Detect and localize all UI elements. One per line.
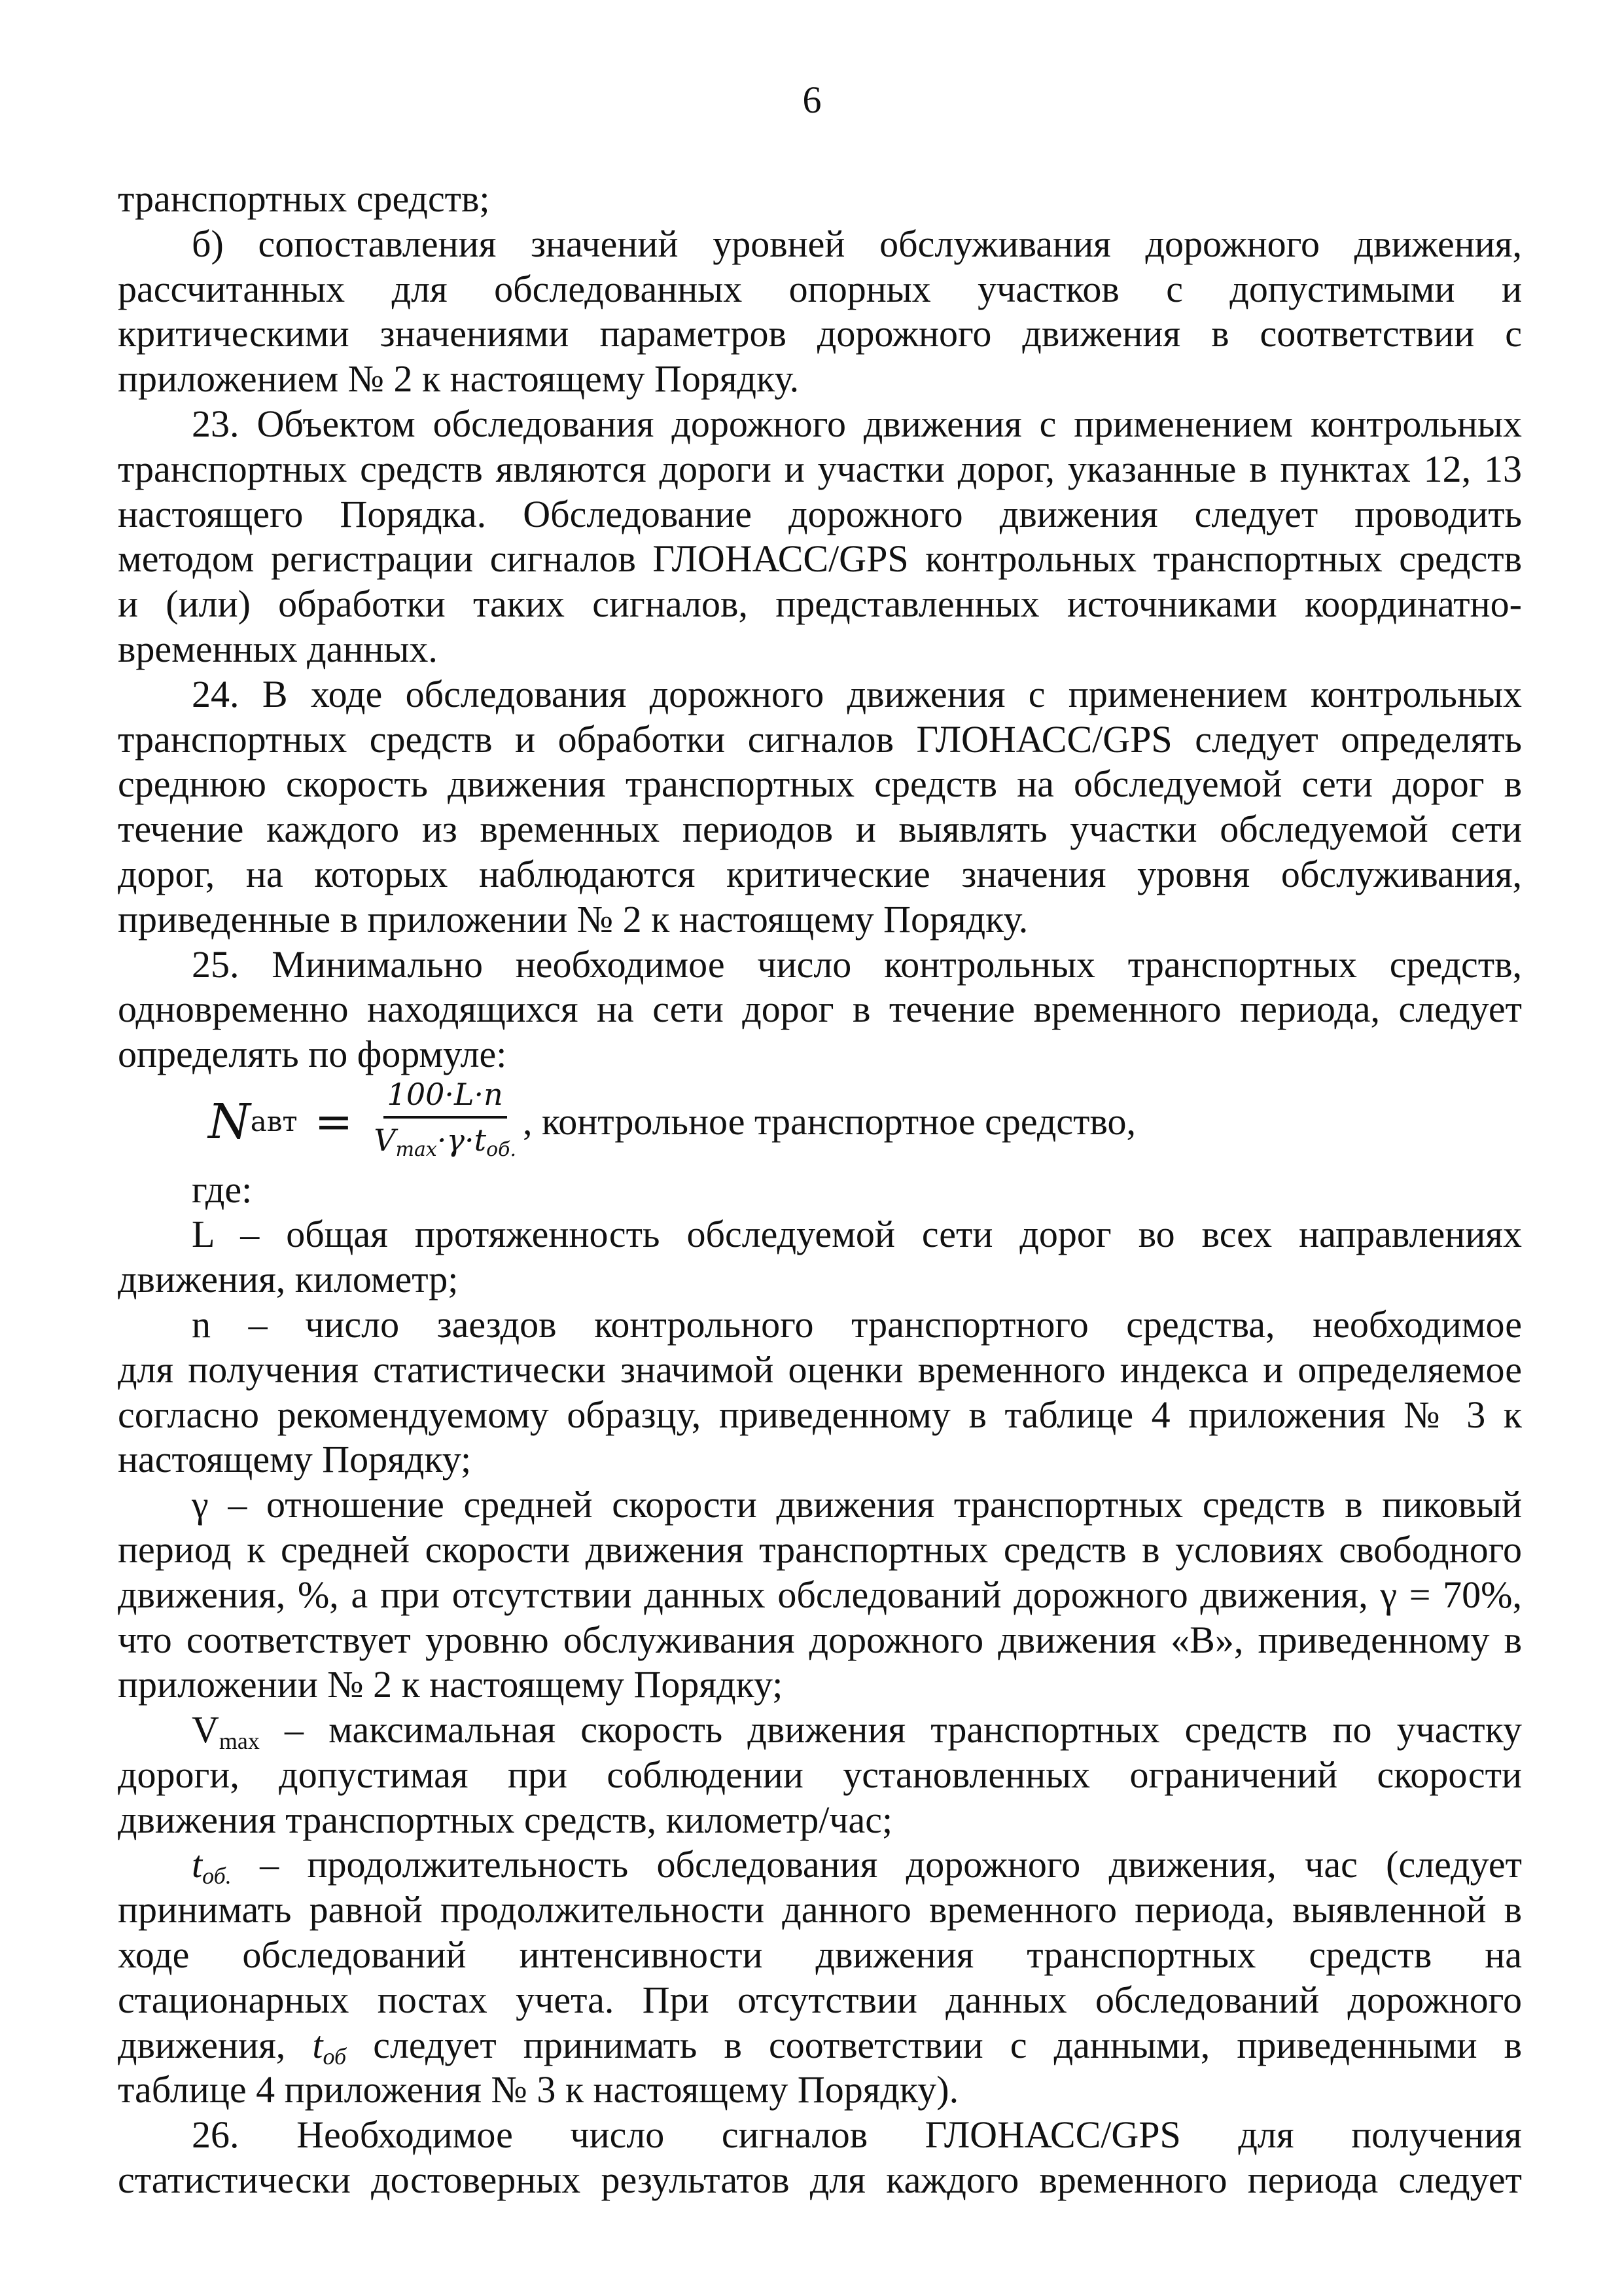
formula-numerator: 100·L·n	[383, 1075, 507, 1119]
line-text: n – число заездов контрольного транспортного средства, необходимое	[192, 1302, 1522, 1346]
text-line	[118, 942, 1522, 988]
text-line	[118, 537, 1522, 582]
text-block-after-formula	[118, 1168, 1522, 2203]
line-text: 24. В ходе обследования дорожного движения с применением контрольных	[192, 672, 1522, 715]
text-line	[118, 357, 1522, 402]
line-text: транспортных средств и обработки сигналов ГЛОНАСС/GPS следует определять	[118, 717, 1522, 761]
line-text: дороги, допустимая при соблюдении установленных ограничений скорости	[118, 1753, 1522, 1796]
line-text: принимать равной продолжительности данного временного периода, выявленной в	[118, 1888, 1522, 1931]
line-text: движения, километр;	[118, 1258, 459, 1301]
line-text: методом регистрации сигналов ГЛОНАСС/GPS контрольных транспортных средств	[118, 537, 1522, 581]
den-v: V	[374, 1122, 396, 1158]
text-line	[118, 1618, 1522, 1663]
line-text: – максимальная скорость движения транспортных средств по участку	[259, 1708, 1522, 1751]
text-line	[118, 1257, 1522, 1302]
text-line	[118, 672, 1522, 717]
text-line	[118, 1032, 1522, 1077]
text-line	[118, 1978, 1522, 2023]
text-line	[118, 807, 1522, 852]
text-line	[118, 1482, 1522, 1528]
text-line	[118, 1348, 1522, 1393]
line-text: дорог, на которых наблюдаются критические значения уровня обслуживания,	[118, 852, 1522, 895]
text-line	[118, 582, 1522, 627]
formula-denominator	[370, 1119, 520, 1169]
formula-lhs-subscript: авт	[250, 1105, 298, 1138]
text-line	[118, 762, 1522, 807]
text-line	[118, 492, 1522, 537]
line-text: и (или) обработки таких сигналов, представленных источниками координатно-	[118, 583, 1522, 626]
line-text: среднюю скорость движения транспортных средств на обследуемой сети дорог в	[118, 762, 1522, 806]
line-text: критическими значениями параметров дорожного движения в соответствии с	[118, 312, 1522, 355]
line-text: период к средней скорости движения транспортных средств в условиях свободного	[118, 1528, 1522, 1571]
text-line	[118, 852, 1522, 897]
formula-lhs: N	[208, 1094, 251, 1151]
line-text: определять по формуле:	[118, 1033, 507, 1076]
den-mid: ·γ·	[436, 1122, 474, 1158]
line-text: где:	[192, 1168, 253, 1211]
line-text: приложением № 2 к настоящему Порядку.	[118, 357, 800, 401]
line-text: приведенные в приложении № 2 к настоящему Порядку.	[118, 897, 1029, 941]
symbol-subscript: max	[219, 1728, 260, 1755]
line-text: таблице 4 приложения № 3 к настоящему Порядку).	[118, 2068, 959, 2111]
text-line	[118, 1798, 1522, 1843]
line-text: 23. Объектом обследования дорожного движения с применением контрольных	[192, 402, 1522, 445]
line-text: б) сопоставления значений уровней обслуживания дорожного движения,	[192, 222, 1522, 265]
text-line	[118, 1573, 1522, 1618]
line-text: рассчитанных для обследованных опорных участков с допустимыми и	[118, 267, 1522, 310]
text-line	[118, 1528, 1522, 1573]
formula-n-avt	[118, 1077, 1522, 1168]
symbol-subscript: об.	[202, 1863, 232, 1890]
den-t: t	[474, 1122, 487, 1158]
text-line	[118, 1212, 1522, 1257]
text-line	[118, 1393, 1522, 1438]
line-text: статистически достоверных результатов для каждого временного периода следует	[118, 2159, 1522, 2202]
text-line	[118, 987, 1522, 1032]
text-block-before-formula	[118, 177, 1522, 1077]
symbol: V	[192, 1708, 219, 1751]
text-line	[118, 1933, 1522, 1978]
line-text: следует принимать в соответствии с данными, приведенными в	[346, 2023, 1522, 2066]
line-text: настоящему Порядку;	[118, 1438, 472, 1481]
line-text: движения, %, а при отсутствии данных обследований дорожного движения, γ = 70%,	[118, 1573, 1522, 1616]
formula-unit-text: , контрольное транспортное средство,	[523, 1100, 1136, 1143]
symbol: t	[192, 1843, 203, 1886]
line-text: согласно рекомендуемому образцу, приведенному в таблице 4 приложения № 3 к	[118, 1393, 1522, 1436]
line-text: временных данных.	[118, 627, 438, 670]
text-line	[118, 717, 1522, 762]
line-text: течение каждого из временных периодов и выявлять участки обследуемой сети	[118, 808, 1522, 851]
line-text: движения,	[118, 2023, 313, 2066]
text-line	[118, 447, 1522, 492]
text-line	[118, 1842, 1522, 1888]
page-number: 6	[802, 79, 822, 121]
text-line	[118, 1437, 1522, 1482]
formula-fraction	[370, 1075, 520, 1169]
text-line	[118, 402, 1522, 447]
text-line	[118, 177, 1522, 222]
symbol: t	[312, 2023, 323, 2066]
text-line	[118, 1662, 1522, 1708]
line-text: транспортных средств являются дороги и участки дорог, указанные в пунктах 12, 13	[118, 447, 1522, 490]
text-line	[118, 2158, 1522, 2203]
line-text: что соответствует уровню обслуживания дорожного движения «B», приведенному в	[118, 1618, 1522, 1661]
den-v-sub: max	[395, 1138, 437, 1162]
formula-equals: =	[314, 1095, 353, 1149]
text-line	[118, 312, 1522, 357]
line-text: 25. Минимально необходимое число контрольных транспортных средств,	[192, 942, 1522, 986]
document-body	[118, 177, 1522, 2203]
text-line	[118, 1168, 1522, 1213]
line-text: 26. Необходимое число сигналов ГЛОНАСС/GPS для получения	[192, 2113, 1522, 2157]
text-line	[118, 2023, 1522, 2068]
text-line	[118, 1753, 1522, 1798]
line-text: стационарных постах учета. При отсутствии данных обследований дорожного	[118, 1978, 1522, 2021]
text-line	[118, 267, 1522, 312]
den-t-sub: об.	[486, 1138, 516, 1162]
text-line	[118, 897, 1522, 942]
text-line	[118, 1708, 1522, 1753]
line-text: – продолжительность обследования дорожного движения, час (следует	[231, 1843, 1522, 1886]
symbol-subscript: об	[323, 2043, 347, 2070]
text-line	[118, 2068, 1522, 2113]
text-line	[118, 222, 1522, 267]
line-text: L – общая протяженность обследуемой сети дорог во всех направлениях	[192, 1213, 1522, 1256]
line-text: приложении № 2 к настоящему Порядку;	[118, 1663, 783, 1706]
line-text: транспортных средств;	[118, 177, 490, 220]
line-text: движения транспортных средств, километр/час;	[118, 1798, 893, 1841]
line-text: настоящего Порядка. Обследование дорожного движения следует проводить	[118, 492, 1522, 535]
text-line	[118, 1302, 1522, 1348]
text-line	[118, 1888, 1522, 1933]
line-text: γ – отношение средней скорости движения транспортных средств в пиковый	[192, 1483, 1522, 1526]
text-line	[118, 627, 1522, 672]
line-text: для получения статистически значимой оценки временного индекса и определяемое	[118, 1348, 1522, 1391]
text-line	[118, 2113, 1522, 2158]
line-text: одновременно находящихся на сети дорог в течение временного периода, следует	[118, 988, 1522, 1031]
line-text: ходе обследований интенсивности движения транспортных средств на	[118, 1933, 1522, 1977]
